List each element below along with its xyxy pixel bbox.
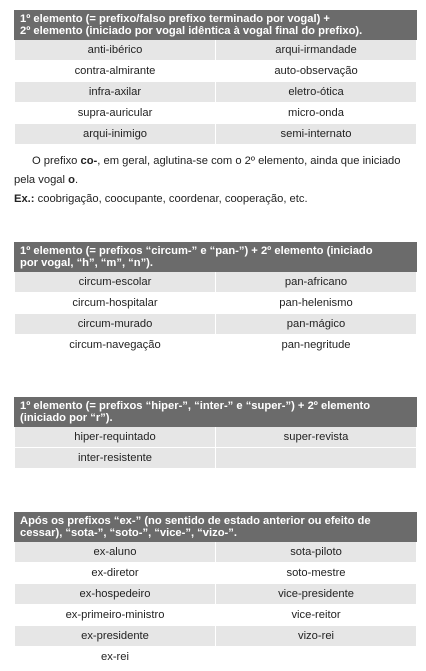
table-row [15, 335, 417, 356]
table-cell [216, 647, 417, 668]
table-cell: eletro-ótica [216, 82, 417, 103]
table-cell: soto-mestre [216, 563, 417, 584]
table-cell: anti-ibérico [15, 40, 216, 61]
table-cell: contra-almirante [15, 61, 216, 82]
note-text: O prefixo [32, 155, 81, 167]
table-section-1 [14, 10, 417, 145]
table-cell: pan-helenismo [216, 293, 417, 314]
table-cell: vizo-rei [216, 626, 417, 647]
header-line: cessar), “sota-”, “soto-”, “vice-”, “vizo-”. [20, 527, 237, 539]
note-line [14, 171, 420, 190]
table-header [14, 512, 417, 542]
table-cell: circum-murado [15, 314, 216, 335]
note-bold: co- [80, 155, 98, 167]
example-label: Ex.: [14, 193, 35, 205]
table-row [15, 647, 417, 668]
header-line: 1º elemento (= prefixo/falso prefixo terminado por vogal) + [20, 13, 330, 25]
table-cell: arqui-irmandade [216, 40, 417, 61]
table-cell: ex-hospedeiro [15, 584, 216, 605]
table-cell: vice-reitor [216, 605, 417, 626]
table-cell: pan-mágico [216, 314, 417, 335]
table-cell: hiper-requintado [15, 427, 216, 448]
table-cell: ex-primeiro-ministro [15, 605, 216, 626]
note-text: pela vogal [14, 174, 69, 186]
table-header [14, 10, 417, 40]
example-line [14, 190, 420, 209]
table-row [15, 272, 417, 293]
table-cell: sota-piloto [216, 542, 417, 563]
example-text: coobrigação, coocupante, coordenar, cooperação, etc. [34, 193, 308, 205]
table-cell: ex-presidente [15, 626, 216, 647]
table-row [15, 427, 417, 448]
table-section-2 [14, 242, 417, 356]
table-cell: vice-presidente [216, 584, 417, 605]
table-row [15, 563, 417, 584]
word-table [14, 427, 417, 469]
note-text: , em geral, aglutina-se com o 2º elemento, ainda que iniciado [97, 155, 401, 167]
table-cell: circum-hospitalar [15, 293, 216, 314]
table-row [15, 293, 417, 314]
table-cell: micro-onda [216, 103, 417, 124]
table-cell: infra-axilar [15, 82, 216, 103]
table-row [15, 314, 417, 335]
table-row [15, 124, 417, 145]
header-line: 1º elemento (= prefixos “circum-” e “pan-”) + 2º elemento (iniciado [20, 245, 373, 257]
table-cell: circum-navegação [15, 335, 216, 356]
note-bold: o [68, 174, 75, 186]
table-cell: arqui-inimigo [15, 124, 216, 145]
table-header [14, 242, 417, 272]
note-line [14, 152, 420, 171]
word-table [14, 40, 417, 145]
table-row [15, 40, 417, 61]
table-cell [216, 448, 417, 469]
note-text: . [74, 174, 79, 186]
word-table [14, 272, 417, 356]
header-line: 2º elemento (iniciado por vogal idêntica à vogal final do prefixo). [20, 25, 363, 37]
table-row [15, 584, 417, 605]
table-header [14, 397, 417, 427]
table-cell: pan-negritude [216, 335, 417, 356]
table-section-3 [14, 397, 417, 469]
table-cell: ex-aluno [15, 542, 216, 563]
table-cell: ex-rei [15, 647, 216, 668]
note-paragraph [14, 152, 420, 209]
table-section-4 [14, 512, 417, 668]
table-row [15, 448, 417, 469]
header-line: (iniciado por “r”). [20, 412, 113, 424]
table-cell: semi-internato [216, 124, 417, 145]
table-cell: circum-escolar [15, 272, 216, 293]
table-cell: auto-observação [216, 61, 417, 82]
table-cell: super-revista [216, 427, 417, 448]
table-row [15, 542, 417, 563]
table-cell: ex-diretor [15, 563, 216, 584]
header-line: 1º elemento (= prefixos “hiper-”, “inter-” e “super-”) + 2º elemento [20, 400, 371, 412]
table-row [15, 61, 417, 82]
table-cell: pan-africano [216, 272, 417, 293]
header-line: Após os prefixos “ex-” (no sentido de estado anterior ou efeito de [20, 515, 371, 527]
table-cell: inter-resistente [15, 448, 216, 469]
table-row [15, 626, 417, 647]
word-table [14, 542, 417, 668]
table-row [15, 82, 417, 103]
table-row [15, 605, 417, 626]
header-line: por vogal, “h”, “m”, “n”). [20, 257, 154, 269]
table-row [15, 103, 417, 124]
table-cell: supra-auricular [15, 103, 216, 124]
